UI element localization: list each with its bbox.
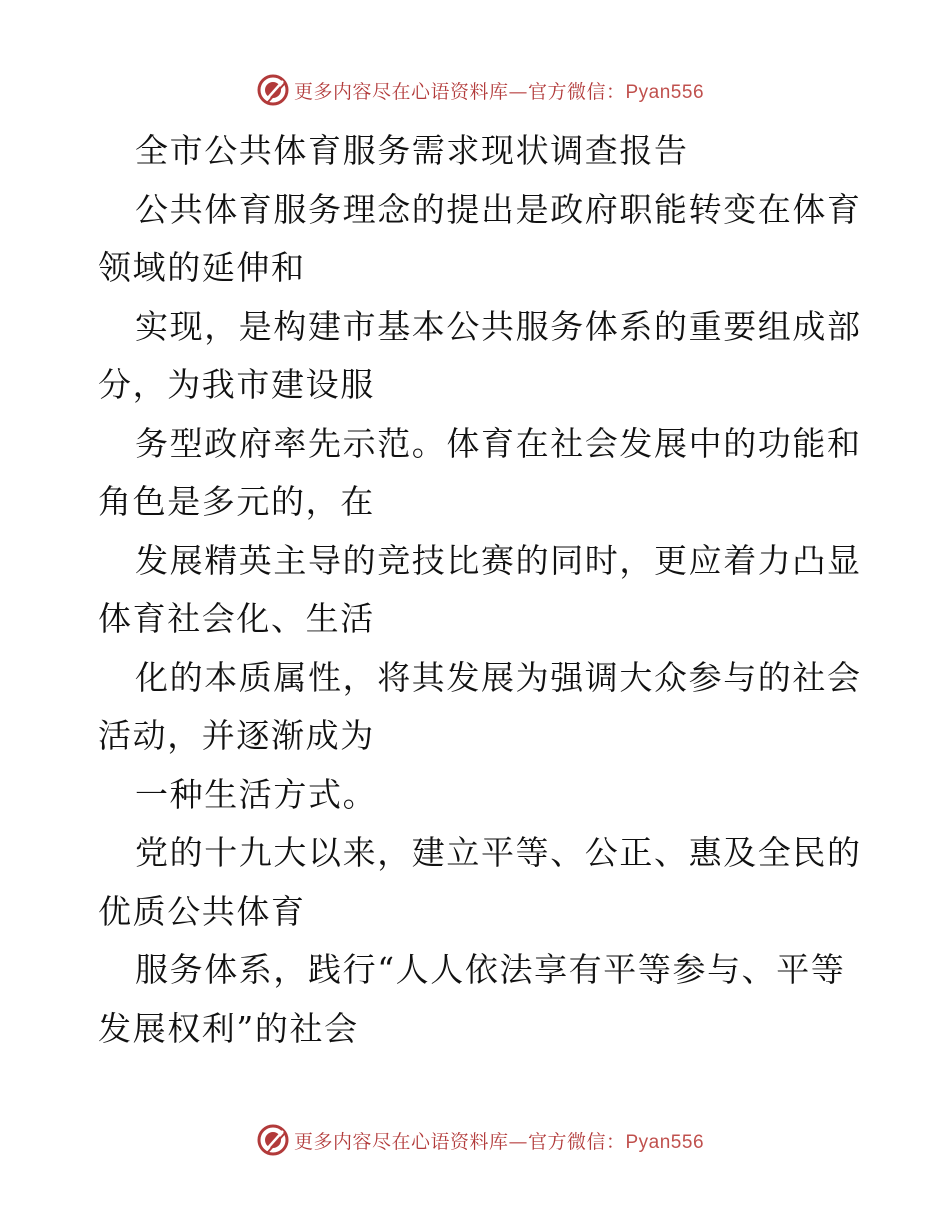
text-line: 发展精英主导的竞技比赛的同时，更应着力凸显 (135, 540, 862, 580)
document-title: 全市公共体育服务需求现状调查报告 (135, 131, 689, 170)
header-watermark (0, 70, 950, 110)
text-line: 发展权利”的社会 (98, 1008, 359, 1048)
text-line: 化的本质属性，将其发展为强调大众参与的社会 (135, 657, 862, 697)
text-line: 务型政府率先示范。体育在社会发展中的功能和 (135, 423, 862, 463)
text-line: 实现，是构建市基本公共服务体系的重要组成部 (135, 306, 862, 346)
stamp-logo-icon (256, 73, 290, 107)
text-line: 活动，并逐渐成为 (98, 716, 375, 755)
watermark-group (256, 1123, 704, 1157)
text-line: 公共体育服务理念的提出是政府职能转变在体育 (135, 189, 862, 229)
footer-watermark (0, 1120, 950, 1160)
watermark-separator: — (508, 80, 528, 103)
text-line: 一种生活方式。 (135, 774, 378, 814)
watermark-group (256, 73, 704, 107)
watermark-text (294, 77, 704, 104)
watermark-prefix: 更多内容尽在心语资料库 (293, 1130, 509, 1153)
stamp-logo-icon (256, 1123, 290, 1157)
text-line: 服务体系，践行“人人依法享有平等参与、平等 (135, 950, 846, 989)
watermark-separator: — (508, 1130, 528, 1153)
watermark-text (294, 1127, 704, 1154)
text-line: 体育社会化、生活 (98, 599, 375, 638)
text-line: 党的十九大以来，建立平等、公正、惠及全民的 (135, 833, 862, 872)
watermark-prefix: 更多内容尽在心语资料库 (293, 80, 509, 103)
watermark-wechat-label: 官方微信： (527, 80, 626, 103)
watermark-account: Pyan556 (625, 1131, 705, 1153)
text-line: 优质公共体育 (98, 891, 306, 931)
document-body (98, 122, 862, 1058)
watermark-wechat-label: 官方微信： (527, 1130, 626, 1153)
text-line: 角色是多元的，在 (98, 482, 375, 521)
text-line: 领域的延伸和 (98, 248, 306, 287)
watermark-account: Pyan556 (625, 81, 705, 103)
text-line: 分，为我市建设服 (98, 365, 375, 404)
